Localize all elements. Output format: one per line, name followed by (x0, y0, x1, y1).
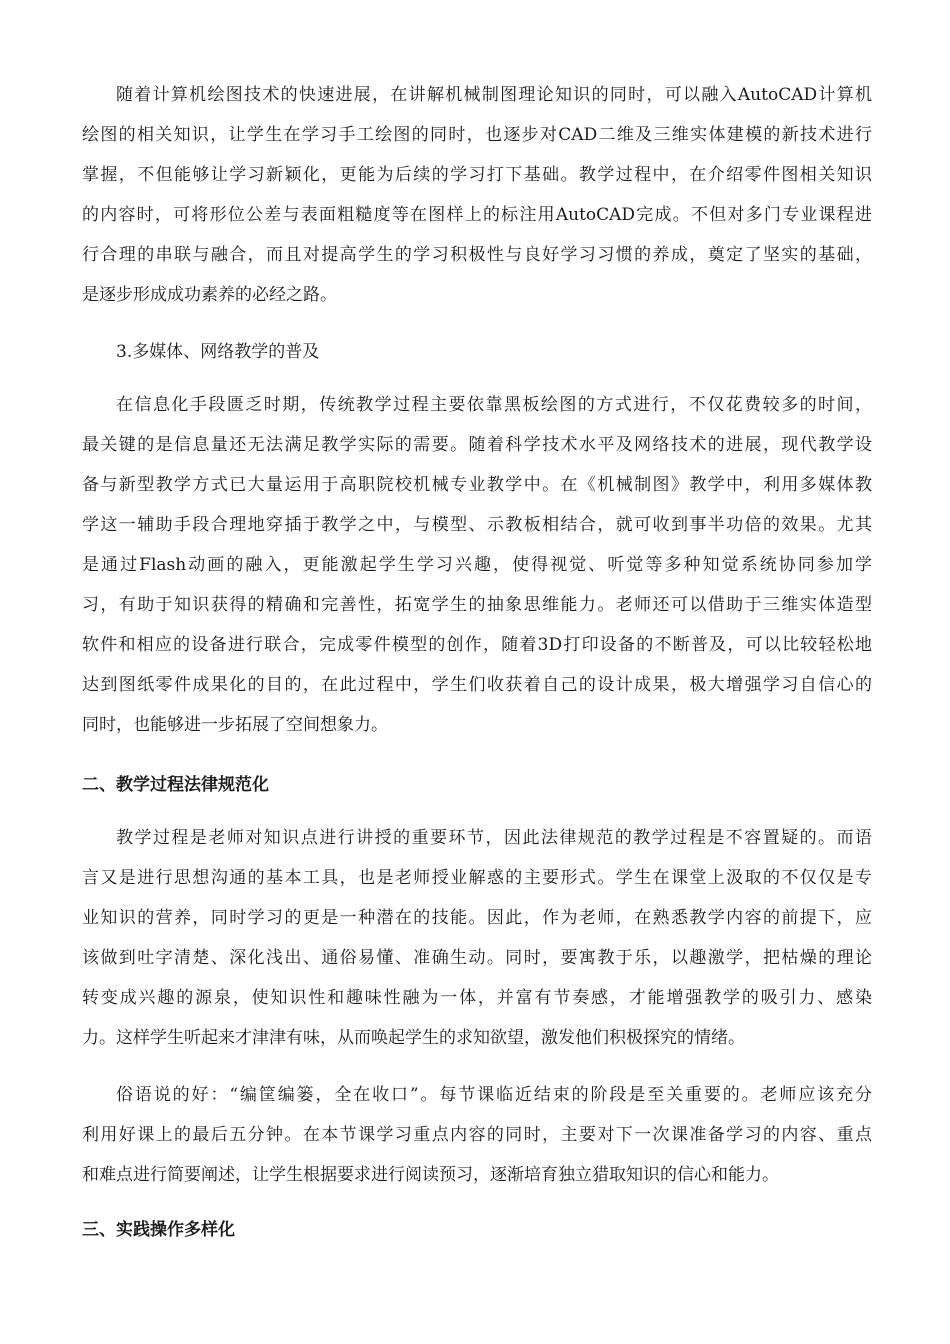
paragraph-2-line-4: 学这一辅助手段合理地穿插于教学之中，与模型、示教板相结合，就可收到事半功倍的效果。尤其 (82, 515, 872, 535)
paragraph-1-line-4: 的内容时，可将形位公差与表面粗糙度等在图样上的标注用AutoCAD完成。不但对多门专业课程进 (82, 205, 872, 225)
paragraph-2-line-9: 同时，也能够进一步拓展了空间想象力。 (82, 715, 388, 735)
paragraph-2-line-3: 备与新型教学方式已大量运用于高职院校机械专业教学中。在《机械制图》教学中，利用多媒体教 (82, 475, 872, 495)
paragraph-3-line-2: 言又是进行思想沟通的基本工具，也是老师授业解惑的主要形式。学生在课堂上汲取的不仅仅是专 (82, 868, 872, 888)
paragraph-1-line-5: 行合理的串联与融合，而且对提高学生的学习积极性与良好学习习惯的养成，奠定了坚实的基础， (82, 245, 872, 265)
paragraph-1-line-6: 是逐步形成成功素养的必经之路。 (82, 285, 337, 305)
section-heading-2: 二、教学过程法律规范化 (82, 775, 269, 795)
paragraph-4-line-1: 俗语说的好：“编筐编篓，全在收口”。每节课临近结束的阶段是至关重要的。老师应该充分 (116, 1085, 872, 1105)
paragraph-2-line-6: 习，有助于知识获得的精确和完善性，拓宽学生的抽象思维能力。老师还可以借助于三维实体造型 (82, 595, 872, 615)
paragraph-2-line-5: 是通过Flash动画的融入，更能激起学生学习兴趣，使得视觉、听觉等多种知觉系统协同参加学 (82, 555, 872, 575)
paragraph-3-line-4: 该做到吐字清楚、深化浅出、通俗易懂、准确生动。同时，要寓教于乐，以趣激学，把枯燥的理论 (82, 948, 872, 968)
paragraph-2-line-2: 最关键的是信息量还无法满足教学实际的需要。随着科学技术水平及网络技术的进展，现代教学设 (82, 435, 872, 455)
paragraph-1-line-3: 掌握，不但能够让学习新颖化，更能为后续的学习打下基础。教学过程中，在介绍零件图相关知识 (82, 165, 872, 185)
subheading-3: 3.多媒体、网络教学的普及 (116, 342, 320, 362)
section-heading-3: 三、实践操作多样化 (82, 1220, 235, 1240)
paragraph-1-line-1: 随着计算机绘图技术的快速进展，在讲解机械制图理论知识的同时，可以融入AutoCAD计算机 (116, 85, 872, 105)
paragraph-3-line-5: 转变成兴趣的源泉，使知识性和趣味性融为一体，并富有节奏感，才能增强教学的吸引力、感染 (82, 988, 872, 1008)
paragraph-2-line-8: 达到图纸零件成果化的目的，在此过程中，学生们收获着自己的设计成果，极大增强学习自信心的 (82, 675, 872, 695)
paragraph-4-line-3: 和难点进行简要阐述，让学生根据要求进行阅读预习，逐渐培育独立猎取知识的信心和能力。 (82, 1165, 779, 1185)
paragraph-1-line-2: 绘图的相关知识，让学生在学习手工绘图的同时，也逐步对CAD二维及三维实体建模的新技术进行 (82, 125, 872, 145)
paragraph-3-line-1: 教学过程是老师对知识点进行讲授的重要环节，因此法律规范的教学过程是不容置疑的。而语 (116, 828, 872, 848)
paragraph-3-line-6: 力。这样学生听起来才津津有味，从而唤起学生的求知欲望，激发他们积极探究的情绪。 (82, 1028, 745, 1048)
paragraph-3-line-3: 业知识的营养，同时学习的更是一种潜在的技能。因此，作为老师，在熟悉教学内容的前提下，应 (82, 908, 872, 928)
paragraph-4-line-2: 利用好课上的最后五分钟。在本节课学习重点内容的同时，主要对下一次课准备学习的内容、重点 (82, 1125, 872, 1145)
paragraph-2-line-1: 在信息化手段匮乏时期，传统教学过程主要依靠黑板绘图的方式进行，不仅花费较多的时间， (116, 395, 872, 415)
paragraph-2-line-7: 软件和相应的设备进行联合，完成零件模型的创作，随着3D打印设备的不断普及，可以比较轻松地 (82, 635, 872, 655)
